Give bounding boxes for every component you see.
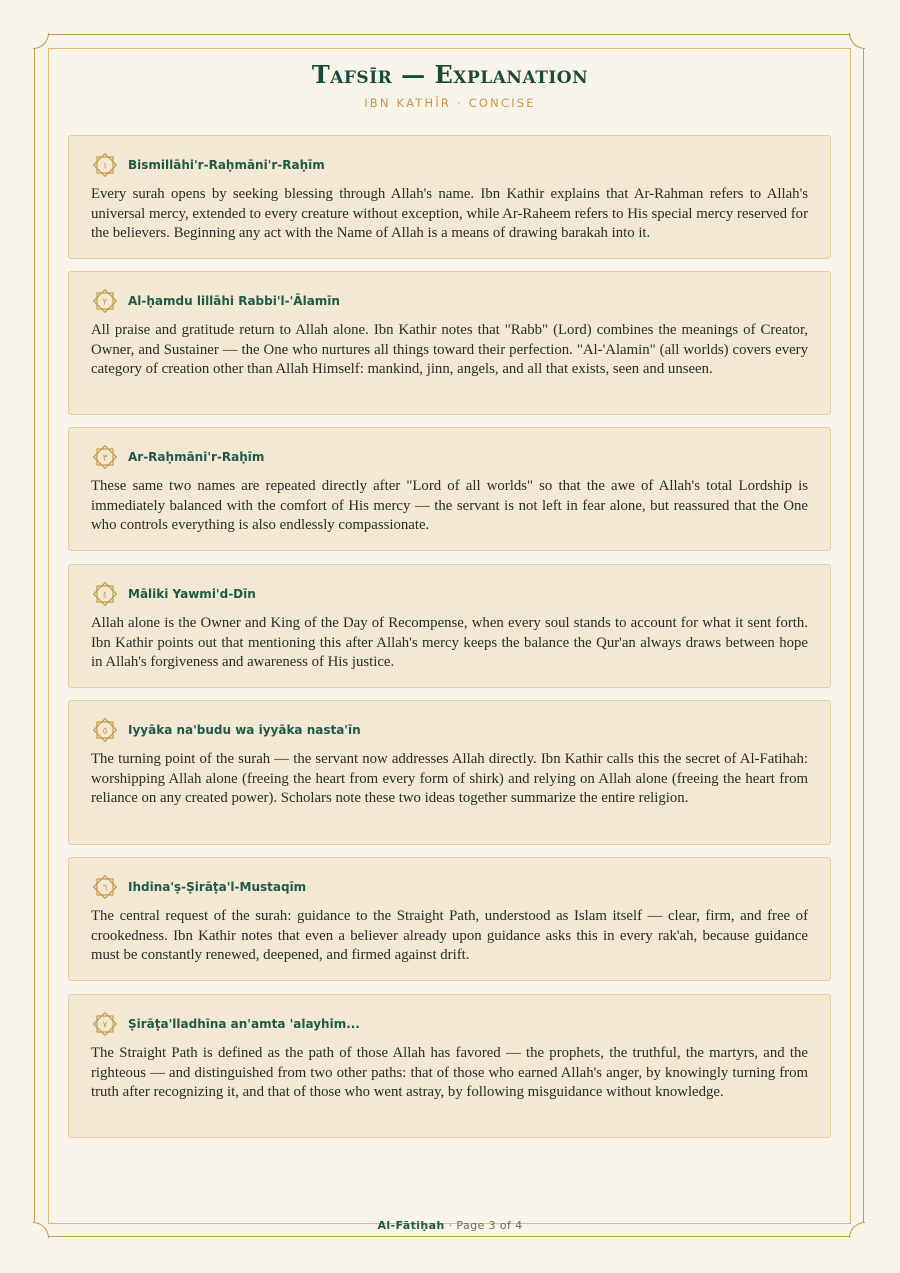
eight-point-star-icon: [91, 443, 119, 471]
verse-title: Bismillāhi'r-Raḥmāni'r-Raḥīm: [128, 158, 325, 172]
verse-number: ٥: [102, 726, 108, 737]
verse-explanation: The central request of the surah: guidance to the Straight Path, understood as Islam itself — clear, firm, and free of crookedness. Ibn Kathir notes that even a believer already upon guidance asks this in every rak'ah, because guidance must be constantly renewed, deepened, and firmed against drift.: [91, 908, 808, 963]
verse-explanation: All praise and gratitude return to Allah alone. Ibn Kathir notes that "Rabb" (Lord) combines the meanings of Creator, Owner, and Sustainer — the One who nurtures all things toward their perfection. "Al-'Alamin" (all worlds) covers every category of creation other than Allah Himself: mankind, jinn, angels, and all that exists, seen and unseen.: [91, 322, 808, 377]
verse-title: Ihdina'ṣ-Ṣirāṭa'l-Mustaqīm: [128, 880, 307, 894]
eight-point-star-icon: [91, 1010, 119, 1038]
verse-number: ٣: [102, 453, 108, 464]
verse-title: Al-ḥamdu lillāhi Rabbi'l-'Ālamīn: [128, 294, 340, 308]
verse-title: Ar-Raḥmāni'r-Raḥīm: [128, 450, 265, 464]
verse-number: ٢: [102, 297, 108, 308]
footer-page-number: · Page 3 of 4: [444, 1219, 523, 1232]
verse-number: ٧: [102, 1020, 108, 1031]
verse-number: ٦: [102, 883, 108, 894]
page-title: Tafsīr — Explanation: [311, 60, 589, 89]
verse-card: [68, 994, 831, 1138]
verse-title: Māliki Yawmi'd-Dīn: [128, 587, 256, 601]
page-subtitle: IBN KATHĪR · CONCISE: [364, 96, 536, 110]
verse-explanation: The Straight Path is defined as the path of those Allah has favored — the prophets, the truthful, the martyrs, and the righteous — and distinguished from two other paths: that of those who earned Allah's anger, by knowingly turning from truth after recognizing it, and that of those who went astray, by following misguidance without knowledge.: [91, 1045, 808, 1100]
verse-card: [68, 271, 831, 415]
eight-point-star-icon: [91, 716, 119, 744]
verse-explanation: The turning point of the surah — the servant now addresses Allah directly. Ibn Kathir calls this the secret of Al-Fatihah: worshipping Allah alone (freeing the heart from every form of shirk) and relying on Allah alone (freeing the heart from reliance on any created power). Scholars note these two ideas together summarize the entire religion.: [91, 751, 808, 806]
eight-point-star-icon: [91, 580, 119, 608]
eight-point-star-icon: [91, 873, 119, 901]
verse-card: [68, 135, 831, 259]
verse-card: [68, 564, 831, 688]
verse-number: ٤: [102, 590, 108, 601]
verse-explanation: Allah alone is the Owner and King of the Day of Recompense, when every soul stands to account for what it sent forth. Ibn Kathir points out that mentioning this after Allah's mercy keeps the balance the Qur'an always draws between hope in Allah's forgiveness and awareness of His justice.: [91, 615, 808, 670]
page-footer: [0, 1219, 900, 1232]
verse-card: [68, 700, 831, 845]
verse-title: Ṣirāṭa'lladhīna an'amta 'alayhim...: [128, 1017, 360, 1031]
verse-card: [68, 427, 831, 551]
eight-point-star-icon: [91, 287, 119, 315]
verse-number: ١: [102, 161, 108, 172]
verse-explanation: Every surah opens by seeking blessing through Allah's name. Ibn Kathir explains that Ar-Rahman refers to Allah's universal mercy, extended to every creature without exception, while Ar-Raheem refers to His special mercy reserved for the believers. Beginning any act with the Name of Allah is a means of drawing barakah into it.: [91, 186, 808, 241]
eight-point-star-icon: [91, 151, 119, 179]
verse-explanation: These same two names are repeated directly after "Lord of all worlds" so that the awe of Allah's total Lordship is immediately balanced with the comfort of His mercy — the servant is not left in fear alone, but reassured that the One who controls everything is also endlessly compassionate.: [91, 478, 808, 533]
verse-title: Iyyāka na'budu wa iyyāka nasta'īn: [128, 723, 361, 737]
footer-surah-name: Al-Fātiḥah: [377, 1219, 445, 1232]
verse-card: [68, 857, 831, 981]
